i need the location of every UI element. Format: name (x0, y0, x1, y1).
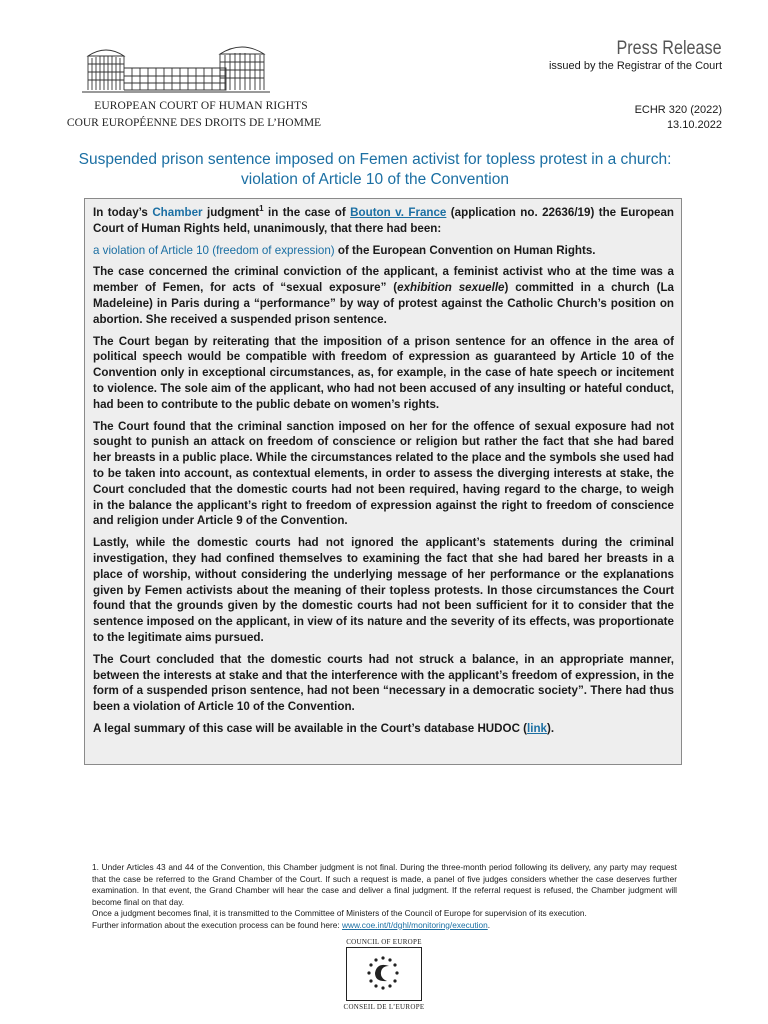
headline: Suspended prison sentence imposed on Femen activist for topless protest in a church: violation of Article 10 of the Convention (78, 151, 672, 188)
footnote-ref: 1 (259, 204, 264, 214)
case-paragraph (93, 264, 674, 327)
intro-text: In today’s (93, 206, 153, 219)
court-building-icon (80, 42, 270, 96)
coe-name-en: COUNCIL OF EUROPE (346, 938, 422, 946)
coe-stars-icon (347, 948, 420, 999)
reference-block (635, 103, 722, 133)
concluded-paragraph: The Court concluded that the domestic courts had not struck a balance, in an appropriate manner, between the interests at stake and that the interference with the applicant’s freedom of expression, in the form of a suspended prison sentence, had not been “necessary in a democratic society”. There had thus been a violation of Article 10 of the Convention. (93, 652, 674, 714)
case-text: The case concerned the criminal conviction of the applicant, a feminist activist who at the time was a member of Femen, for acts of “sexual exposure” ( (93, 265, 674, 295)
found-paragraph: The Court found that the criminal sanction imposed on her for the offence of sexual exposure had not sought to punish an attack on freedom of conscience or religion but rather the fact that she had bared her breasts in a public place. While the circumstances related to the place and the symbols she used had to be taken into account, as contextual elements, in order to assess the diverging interests at stake, the Court concluded that the domestic courts had not been required, having regard to the charge, to weigh in the balance the applicant’s right to freedom of expression against the right to freedom of conscience and religion under Article 9 of the Convention. (93, 419, 674, 528)
case-italic: exhibition sexuelle (397, 281, 505, 295)
coe-name-fr: CONSEIL DE L’EUROPE (343, 1003, 425, 1011)
footnote-text (92, 920, 677, 932)
legal-summary-line (93, 721, 674, 737)
legal-text: A legal summary of this case will be available in the Court’s database HUDOC ( (93, 721, 528, 735)
court-logo (52, 42, 322, 137)
intro-paragraph (93, 205, 674, 237)
court-name-en: EUROPEAN COURT OF HUMAN RIGHTS (94, 100, 308, 112)
footnote (92, 862, 677, 931)
reference-number: ECHR 320 (2022) (634, 104, 722, 116)
press-release-title: Press Release (616, 38, 722, 59)
footnote-text: Further information about the execution process can be found here: (92, 919, 342, 930)
violation-article: (freedom of expression) (209, 243, 335, 257)
footnote-text: Once a judgment becomes final, it is transmitted to the Committee of Ministers of the Council of Europe for supervision of its execution. (92, 908, 587, 918)
case-link[interactable]: Bouton v. France (350, 206, 447, 219)
footnote-text: 1. Under Articles 43 and 44 of the Convention, this Chamber judgment is not final. During the three-month period following its delivery, any party may request that the case be referred to the Grand Chamber of the Court. If such a request is made, a panel of five judges considers whether the case deserves further examination. In that event, the Grand Chamber will hear the case and deliver a final judgment. If the referral request is refused, the Chamber judgment will become final on that day. (92, 862, 677, 907)
intro-text: judgment (202, 206, 260, 219)
intro-text: in the case of (263, 206, 351, 219)
execution-link[interactable]: www.coe.int/t/dghl/monitoring/execution (341, 919, 488, 930)
case-text: ) committed in a church (La Madeleine) in Paris during a “performance” by way of protest against the Catholic Church’s position on abortion. She received a suspended prison sentence. (93, 281, 674, 326)
legal-text: ). (547, 721, 555, 735)
hudoc-link[interactable]: link (527, 721, 548, 735)
intro-text: (application no. 22636/19) the European Court of Human Rights held, unanimously, that there had been: (93, 206, 675, 235)
summary-box (84, 198, 682, 765)
footnote-text: . (487, 919, 491, 930)
chamber-label: Chamber (152, 206, 203, 219)
release-date: 13.10.2022 (666, 119, 722, 131)
violation-line (93, 243, 674, 259)
court-name-fr: COUR EUROPÉENNE DES DROITS DE L’HOMME (66, 117, 322, 129)
violation-text: of the European Convention on Human Rights. (334, 243, 596, 257)
press-release-subtitle: issued by the Registrar of the Court (548, 60, 722, 72)
coe-logo (346, 947, 422, 1001)
violation-label: a violation of Article 10 (93, 243, 210, 257)
reiterate-paragraph: The Court began by reiterating that the imposition of a prison sentence for an offence in the area of political speech would be compatible with freedom of expression as guaranteed by Article 10 of the Convention only in exceptional circumstances, as, for example, in the case of hate speech or incitement to violence. The sole aim of the applicant, who had not been accused of any insulting or hateful conduct, had been to contribute to the public debate on women’s rights. (93, 334, 674, 411)
lastly-paragraph: Lastly, while the domestic courts had not ignored the applicant’s statements during the criminal investigation, they had confined themselves to examining the fact that she had bared her breasts in a place of worship, without considering the underlying message of her performance or the explanations given by Femen activists about the meaning of their topless protests. In those circumstances the Court found that the grounds given by the domestic courts had not been sufficient for it to consider that the sentence imposed on the applicant, in view of its nature and the severity of its effects, was proportionate to the legitimate aims pursued. (93, 536, 674, 644)
